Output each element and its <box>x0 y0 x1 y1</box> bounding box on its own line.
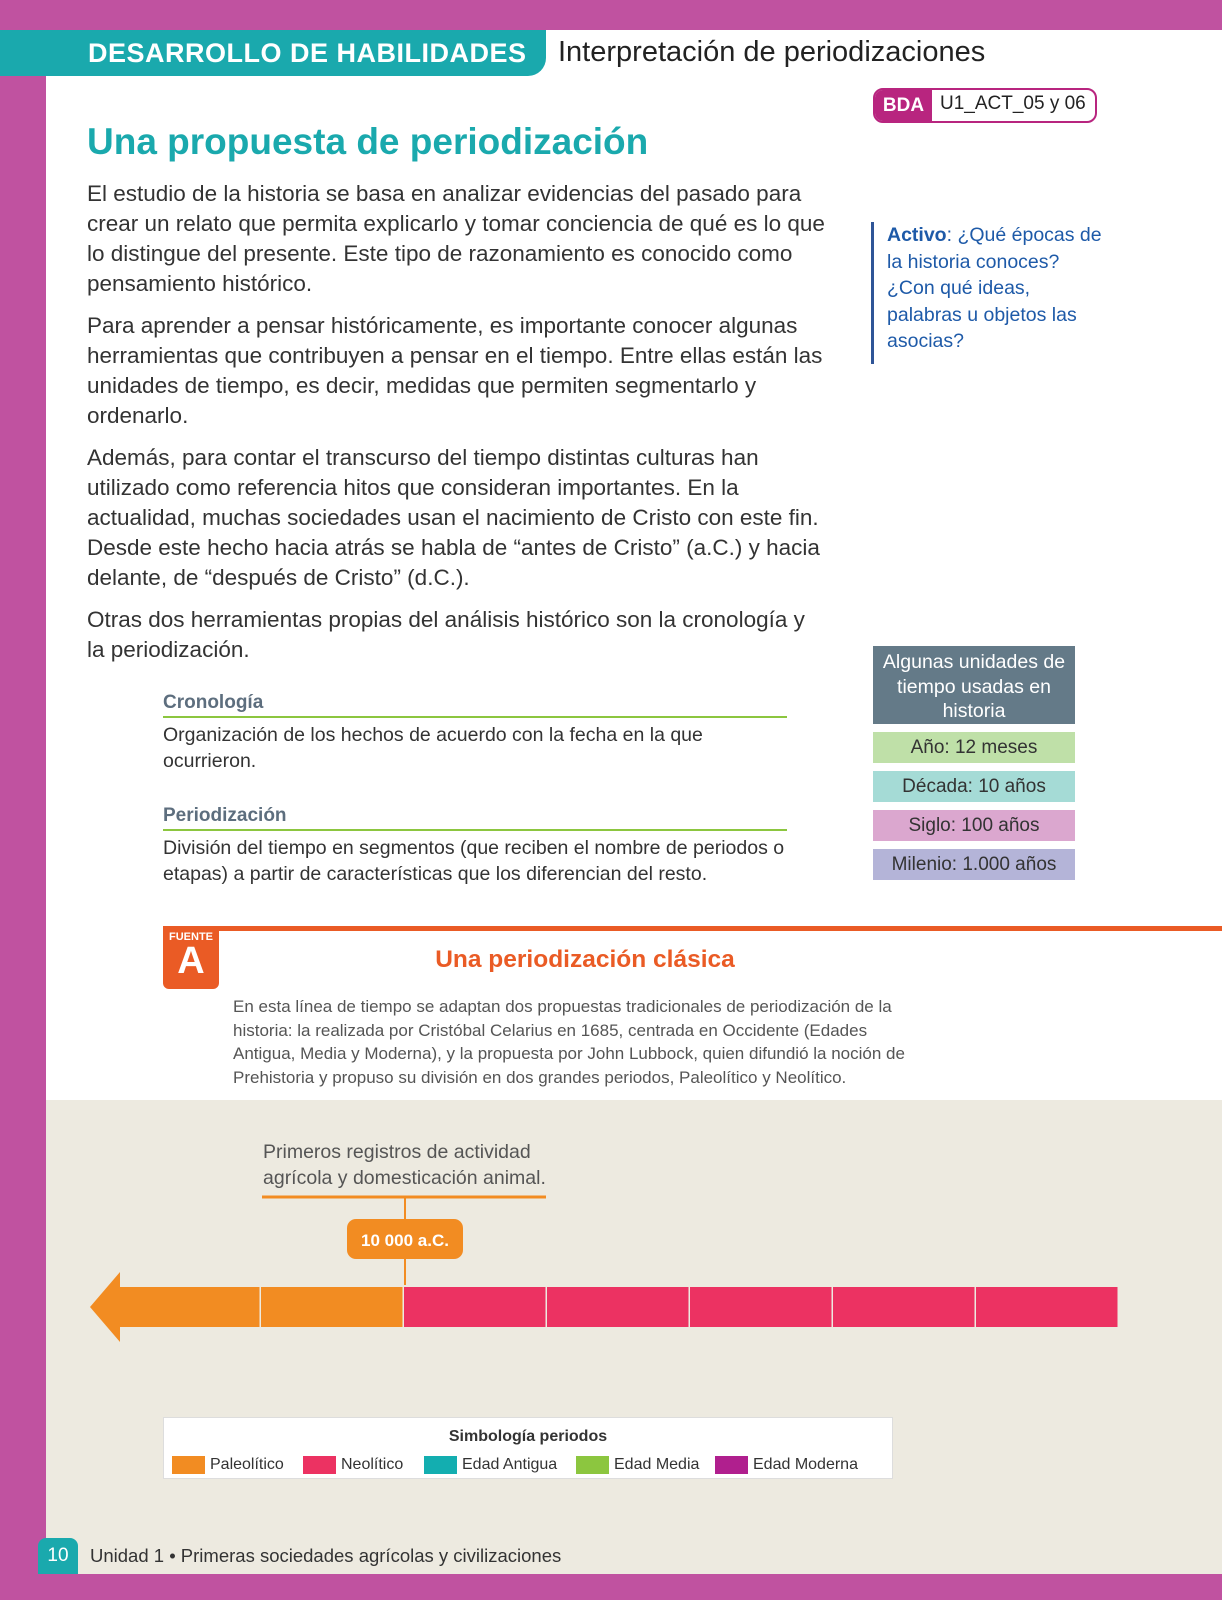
page-title: Una propuesta de periodización <box>87 121 649 162</box>
source-title: Una periodización clásica <box>435 946 735 973</box>
source-badge <box>163 926 219 989</box>
activo-label: Activo <box>887 224 947 246</box>
timeline-segments <box>118 1287 1118 1327</box>
legend-swatch <box>424 1456 457 1474</box>
legend-label: Paleolítico <box>210 1456 284 1473</box>
time-unit-row: Año: 12 meses <box>873 732 1075 763</box>
timeline-segment-neolítico <box>833 1287 975 1327</box>
page-frame-left <box>0 0 46 1600</box>
legend-title: Simbología periodos <box>448 1428 608 1445</box>
timeline-segment-neolítico <box>690 1287 832 1327</box>
legend-swatch <box>303 1456 336 1474</box>
time-unit-row: Siglo: 100 años <box>873 810 1075 841</box>
legend-label: Edad Media <box>614 1456 700 1473</box>
timeline-arrowhead <box>90 1272 120 1342</box>
activo-callout <box>871 222 1107 364</box>
legend-item-neolitico <box>303 1456 403 1476</box>
timeline-segment-paleolítico <box>118 1287 260 1327</box>
legend-swatch <box>172 1456 205 1474</box>
source-letter: A <box>177 940 205 982</box>
paragraph-3: Además, para contar el transcurso del tiempo distintas culturas han utilizado como referencia hitos que consideran importantes. En la actualidad, muchas sociedades usan el nacimiento de Cristo con este fin. Desde este hecho hacia atrás se habla de “antes de Cristo” (a.C.) y hacia delante, de “después de Cristo” (d.C.). <box>87 445 820 590</box>
source-divider <box>163 926 1222 931</box>
timeline-segment-neolítico <box>976 1287 1118 1327</box>
section-label: DESARROLLO DE HABILIDADES <box>88 38 527 68</box>
legend-swatch <box>576 1456 609 1474</box>
definition-text-periodizacion: División del tiempo en segmentos (que reciben el nombre de periodos o etapas) a partir de características que los diferencian del resto. <box>163 837 785 885</box>
legend-label: Edad Antigua <box>462 1456 558 1473</box>
activo-question: : ¿Qué épocas de la historia conoces? ¿Con qué ideas, palabras u objetos las asocias? <box>887 224 1102 352</box>
source-kicker: FUENTE <box>169 931 213 943</box>
page-number: 10 <box>38 1538 78 1574</box>
definition-text-cronologia: Organización de los hechos de acuerdo con la fecha en la que ocurrieron. <box>163 724 703 772</box>
bda-tag: BDA <box>875 90 932 121</box>
time-units-title: Algunas unidades de tiempo usadas en historia <box>873 646 1075 724</box>
event-label: Primeros registros de actividad agrícola y domesticación animal. <box>263 1141 546 1189</box>
time-unit-row: Década: 10 años <box>873 771 1075 802</box>
section-subtitle: Interpretación de periodizaciones <box>558 36 986 68</box>
legend-label: Edad Moderna <box>753 1456 858 1473</box>
bda-code: U1_ACT_05 y 06 <box>940 93 1086 114</box>
paragraph-1: El estudio de la historia se basa en analizar evidencias del pasado para crear un relato que permita explicarlo y tomar conciencia de qué es lo que lo distingue del presente. Este tipo de razonamiento es conocido como pensamiento histórico. <box>87 181 825 296</box>
timeline-chart <box>46 1100 1222 1574</box>
source-description: En esta línea de tiempo se adaptan dos propuestas tradicionales de periodización de la historia: la realizada por Cristóbal Celarius en 1685, centrada en Occidente (Edades Antigua, Media y Moderna), y la propuesta por John Lubbock, quien difundió la noción de Prehistoria y propuso su división en dos grandes periodos, Paleolítico y Neolítico. <box>233 997 905 1087</box>
time-units-box <box>873 646 1075 880</box>
time-unit-row: Milenio: 1.000 años <box>873 849 1075 880</box>
footer-unit-title: Unidad 1 • Primeras sociedades agrícolas y civilizaciones <box>90 1545 562 1566</box>
definition-term-cronologia: Cronología <box>163 692 787 718</box>
legend-item-edad-antigua <box>424 1456 557 1476</box>
section-tab <box>0 30 546 76</box>
definition-term-periodizacion: Periodización <box>163 805 787 831</box>
event-date-text: 10 000 a.C. <box>361 1231 449 1250</box>
page-frame-top <box>0 0 1222 30</box>
paragraph-4: Otras dos herramientas propias del análisis histórico son la cronología y la periodización. <box>87 607 805 662</box>
legend-box <box>163 1417 893 1479</box>
bda-badge[interactable] <box>873 88 1097 123</box>
legend-item-edad-media <box>576 1456 699 1476</box>
legend-item-paleolitico <box>172 1456 284 1476</box>
timeline-segment-neolítico <box>404 1287 546 1327</box>
legend-swatch <box>715 1456 748 1474</box>
timeline-segment-paleolítico <box>261 1287 403 1327</box>
page-frame-bottom <box>0 1574 1222 1600</box>
legend-label: Neolítico <box>341 1456 404 1473</box>
legend-item-edad-moderna <box>715 1456 858 1476</box>
paragraph-2: Para aprender a pensar históricamente, es importante conocer algunas herramientas que contribuyen a pensar en el tiempo. Entre ellas están las unidades de tiempo, es decir, medidas que permiten segmentarlo y ordenarlo. <box>87 313 823 428</box>
timeline-segment-neolítico <box>547 1287 689 1327</box>
